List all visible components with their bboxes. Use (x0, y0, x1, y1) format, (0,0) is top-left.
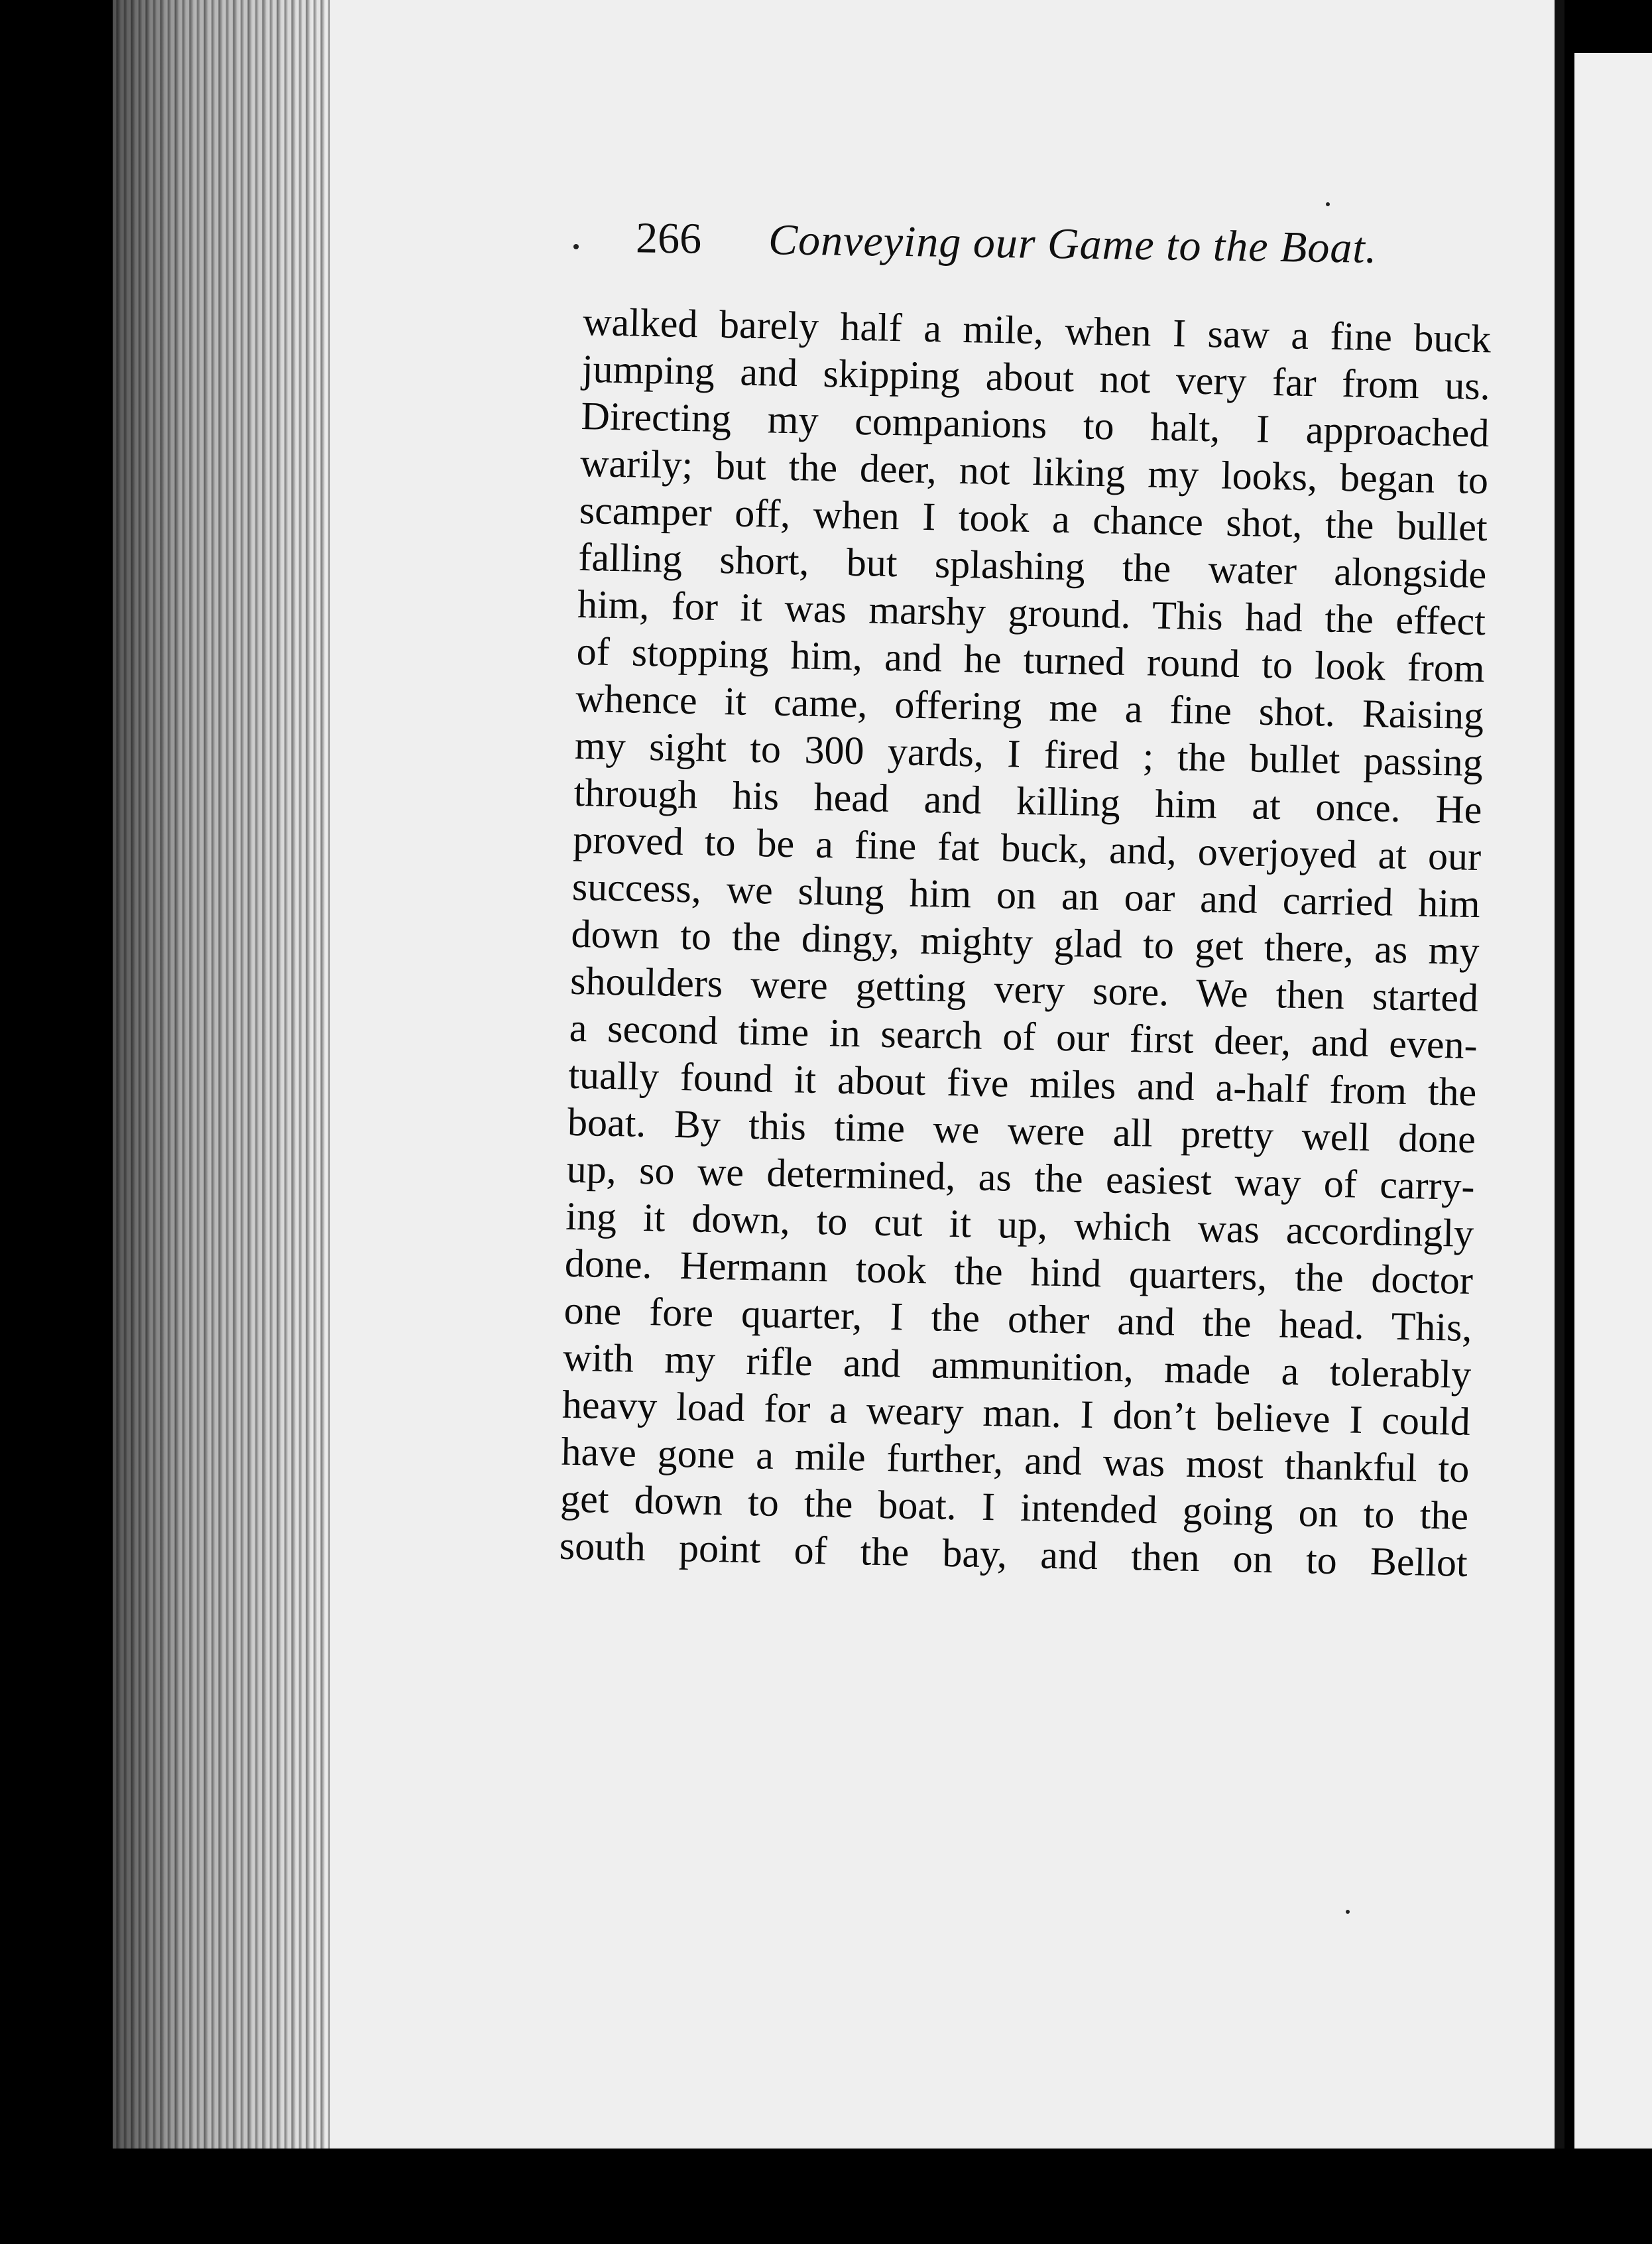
text-line: warily; but the deer, not liking my looks, began to (579, 440, 1489, 503)
text-line: tually found it about five miles and a-half from the (567, 1052, 1477, 1115)
text-line: boat. By this time we were all pretty well done (567, 1099, 1476, 1162)
text-line: one fore quarter, I the other and the head. This, (563, 1288, 1473, 1350)
text-line: down to the dingy, mighty glad to get there, as my (570, 911, 1480, 973)
ink-speck (1326, 202, 1330, 206)
text-line: Directing my companions to halt, I approached (580, 393, 1490, 456)
text-line: get down to the boat. I intended going on to the (560, 1476, 1469, 1538)
body-text (559, 298, 1492, 1587)
text-line: done. Hermann took the hind quarters, the doctor (564, 1241, 1474, 1303)
text-line: south point of the bay, and then on to Bellot (559, 1523, 1468, 1585)
text-line: heavy load for a weary man. I don’t believe I could (561, 1382, 1471, 1444)
text-line: whence it came, offering me a fine shot. Raising (575, 676, 1484, 738)
text-line: walked barely half a mile, when I saw a fine buck (582, 299, 1492, 361)
text-line: my sight to 300 yards, I fired ; the bullet passing (574, 723, 1484, 785)
bottom-margin-dark (0, 2149, 1652, 2244)
text-line: shoulders were getting very sore. We then started (569, 958, 1479, 1021)
ink-speck (1346, 1910, 1350, 1914)
text-line: falling short, but splashing the water alongside (577, 534, 1487, 597)
page-edges-shadow (113, 0, 331, 2149)
text-line: jumping and skipping about not very far from us. (581, 346, 1491, 408)
text-line: ing it down, to cut it up, which was accordingly (565, 1194, 1474, 1256)
running-head: Conveying our Game to the Boat. (768, 216, 1378, 273)
text-line: him, for it was marshy ground. This had the effect (577, 582, 1486, 644)
text-line: proved to be a fine fat buck, and, overjoyed at our (572, 817, 1482, 879)
text-line: have gone a mile further, and was most thankful to (560, 1429, 1470, 1491)
page-number: 266 (635, 214, 702, 263)
facing-page-strip (1574, 53, 1652, 2175)
text-line: of stopping him, and he turned round to look from (576, 629, 1486, 691)
text-line: up, so we determined, as the easiest way of carry- (566, 1147, 1476, 1209)
page-header (569, 199, 1378, 290)
text-line: success, we slung him on an oar and carried him (571, 864, 1481, 926)
text-line: a second time in search of our first deer, and even- (569, 1005, 1478, 1068)
text-line: with my rifle and ammunition, made a tolerably (562, 1335, 1472, 1397)
text-line: through his head and killing him at once. He (573, 770, 1483, 832)
text-line: scamper off, when I took a chance shot, the bullet (579, 487, 1488, 550)
